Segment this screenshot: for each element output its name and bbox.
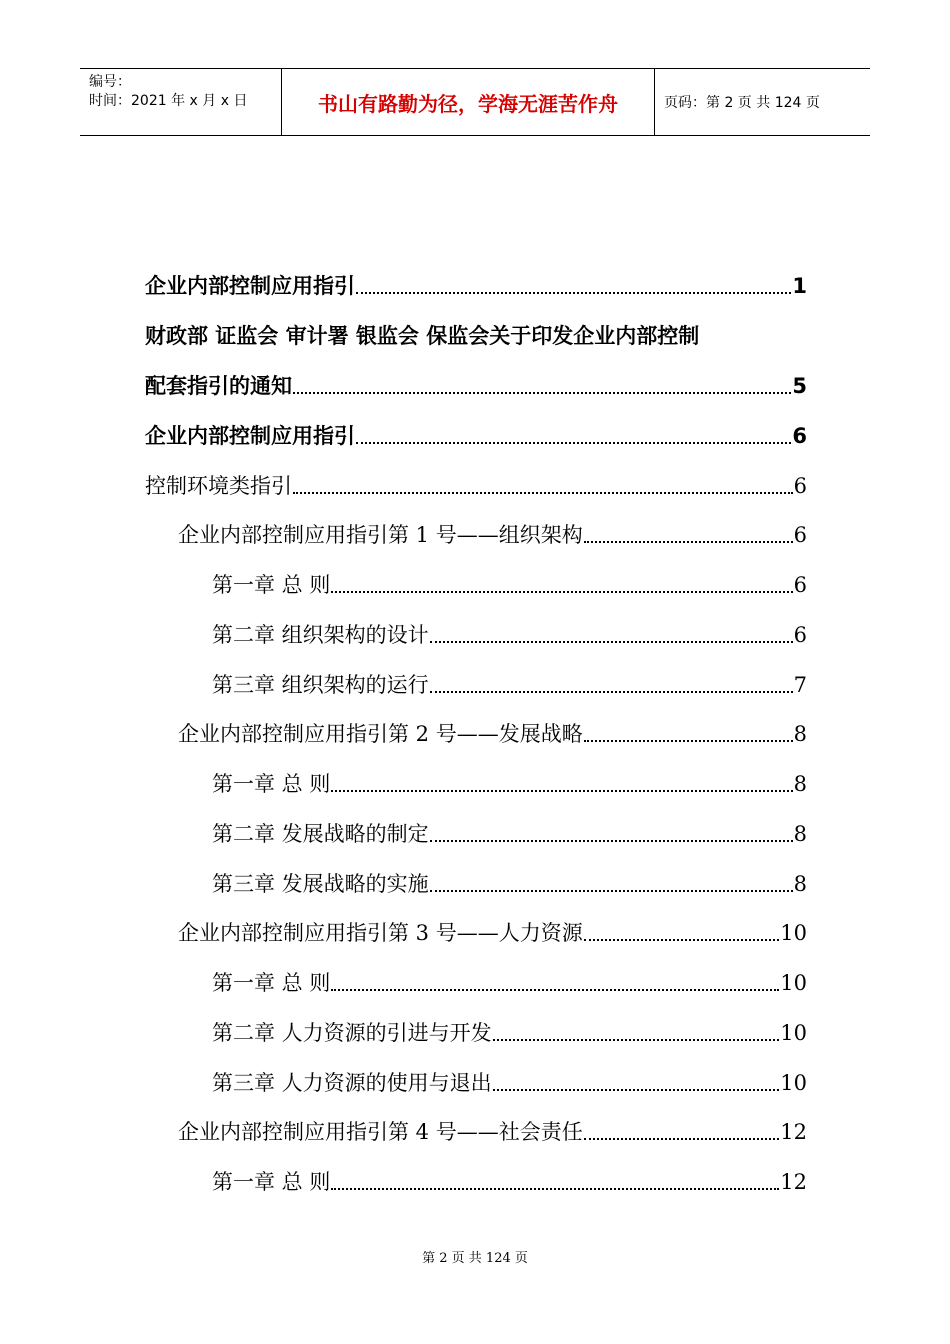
toc-leader-dots <box>584 1138 780 1140</box>
toc-entry-title: 企业内部控制应用指引第 4 号——社会责任 <box>178 1120 583 1144</box>
toc-entry-title: 第二章 发展战略的制定 <box>212 822 429 846</box>
toc-leader-dots <box>293 392 791 394</box>
toc-entry-title-line[interactable]: 财政部 证监会 审计署 银监会 保监会关于印发企业内部控制 <box>145 324 700 348</box>
toc-entry[interactable] <box>145 420 807 450</box>
toc-entry[interactable] <box>145 370 807 400</box>
toc-leader-dots <box>430 691 793 693</box>
toc-entry[interactable] <box>145 270 807 300</box>
toc-entry-title: 企业内部控制应用指引 <box>145 424 355 448</box>
toc-entry-page: 6 <box>792 424 807 448</box>
toc-entry-title: 第一章 总 则 <box>212 573 331 597</box>
toc-leader-dots <box>331 989 779 991</box>
toc-entry-page: 12 <box>780 1120 807 1144</box>
toc-entry-title: 第一章 总 则 <box>212 971 331 995</box>
toc-entry-title: 第三章 人力资源的使用与退出 <box>212 1071 492 1095</box>
toc-entry-title: 第一章 总 则 <box>212 1170 331 1194</box>
toc-entry-title: 控制环境类指引 <box>145 474 292 498</box>
toc-leader-dots <box>493 1039 780 1041</box>
toc-entry-page: 6 <box>793 523 807 547</box>
page-header <box>80 68 870 136</box>
number-label: 编号： <box>89 74 131 90</box>
toc-entry-page: 10 <box>780 971 807 995</box>
toc-leader-dots <box>331 591 792 593</box>
toc-entry[interactable] <box>212 868 807 898</box>
toc-entry[interactable] <box>212 669 807 699</box>
toc-leader-dots <box>493 1089 780 1091</box>
toc-entry-page: 10 <box>780 1021 807 1045</box>
toc-entry-page: 1 <box>792 274 807 298</box>
toc-entry[interactable] <box>212 967 807 997</box>
toc-entry-page: 6 <box>793 474 807 498</box>
toc-entry-page: 10 <box>780 921 807 945</box>
toc-leader-dots <box>584 939 780 941</box>
header-page-info: 页码：第 2 页 共 124 页 <box>664 95 820 111</box>
toc-entry[interactable] <box>178 718 807 748</box>
toc-leader-dots <box>430 890 793 892</box>
toc-entry[interactable] <box>212 569 807 599</box>
toc-entry-page: 8 <box>793 772 807 796</box>
toc-entry-title: 企业内部控制应用指引第 3 号——人力资源 <box>178 921 583 945</box>
toc-entry-title: 第二章 组织架构的设计 <box>212 623 429 647</box>
toc-entry-title: 企业内部控制应用指引 <box>145 274 355 298</box>
toc-entry[interactable] <box>212 818 807 848</box>
toc-leader-dots <box>356 292 791 294</box>
toc-entry-page: 8 <box>793 872 807 896</box>
header-motto: 书山有路勤为径，学海无涯苦作舟 <box>282 69 655 135</box>
toc-entry[interactable] <box>212 1166 807 1196</box>
toc-leader-dots <box>293 492 793 494</box>
toc-entry[interactable] <box>178 1116 807 1146</box>
toc-entry[interactable] <box>212 1067 807 1097</box>
toc-entry[interactable] <box>178 519 807 549</box>
toc-entry[interactable] <box>178 917 807 947</box>
toc-entry[interactable] <box>212 768 807 798</box>
header-meta <box>80 69 282 135</box>
toc-leader-dots <box>331 790 792 792</box>
toc-entry-title: 第二章 人力资源的引进与开发 <box>212 1021 492 1045</box>
toc-entry[interactable] <box>145 470 807 500</box>
toc-entry-title: 第三章 发展战略的实施 <box>212 872 429 896</box>
toc-leader-dots <box>584 740 793 742</box>
time-label: 时间：2021 年 x 月 x 日 <box>89 93 248 109</box>
toc-entry-title: 企业内部控制应用指引第 2 号——发展战略 <box>178 722 583 746</box>
toc-entry[interactable] <box>212 1017 807 1047</box>
toc-entry-page: 6 <box>793 573 807 597</box>
toc-leader-dots <box>331 1188 779 1190</box>
toc-entry-page: 8 <box>793 722 807 746</box>
toc-entry-title: 第一章 总 则 <box>212 772 331 796</box>
toc-leader-dots <box>430 840 793 842</box>
toc-entry-page: 5 <box>792 374 807 398</box>
toc-entry-title: 配套指引的通知 <box>145 374 292 398</box>
toc-entry-title: 企业内部控制应用指引第 1 号——组织架构 <box>178 523 583 547</box>
toc-entry-page: 6 <box>793 623 807 647</box>
toc-entry-page: 8 <box>793 822 807 846</box>
toc-entry-title: 第三章 组织架构的运行 <box>212 673 429 697</box>
toc-entry-page: 10 <box>780 1071 807 1095</box>
toc-entry-page: 7 <box>793 673 807 697</box>
toc-leader-dots <box>584 541 793 543</box>
toc-entry[interactable] <box>212 619 807 649</box>
toc-entry-page: 12 <box>780 1170 807 1194</box>
toc-leader-dots <box>356 442 791 444</box>
page-footer: 第 2 页 共 124 页 <box>422 1251 528 1266</box>
toc-leader-dots <box>430 641 793 643</box>
